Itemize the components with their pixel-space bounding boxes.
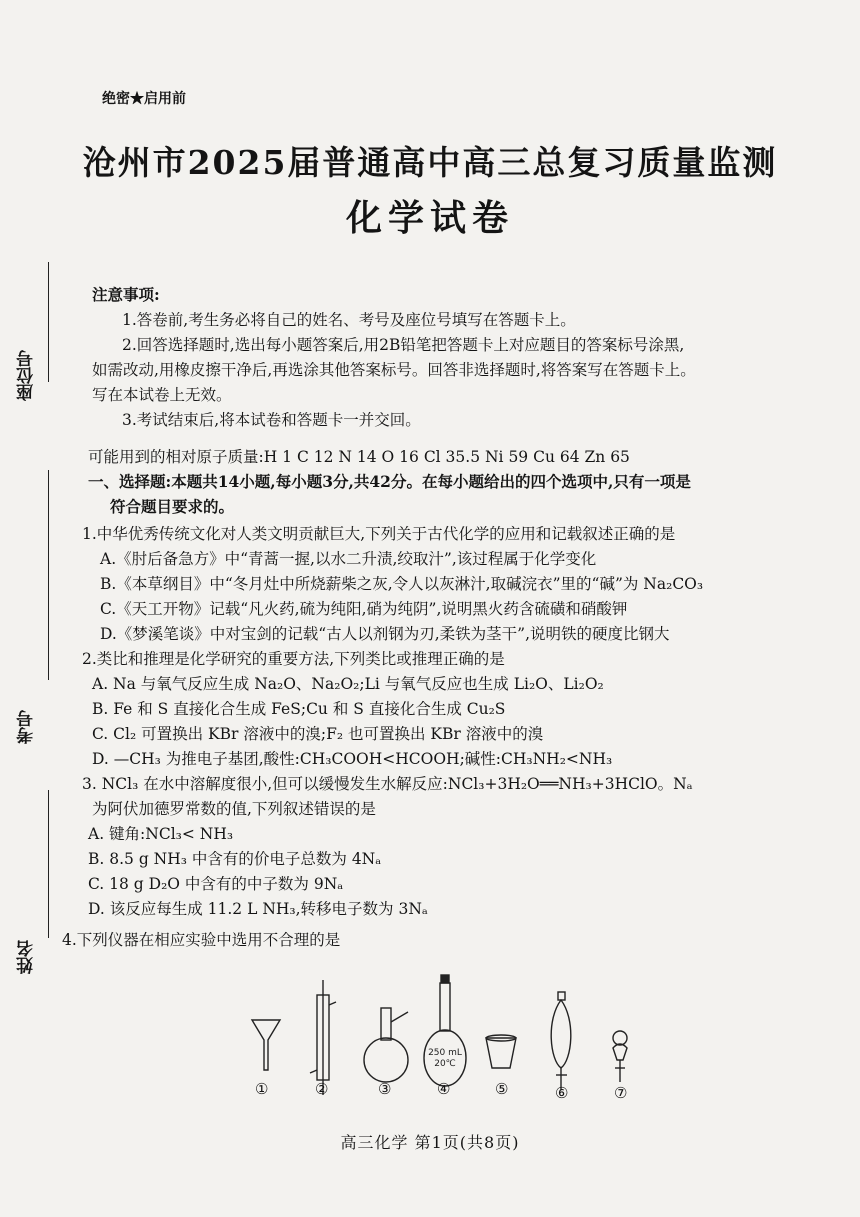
question-3-option-d: D. 该反应每生成 11.2 L NH₃,转移电子数为 3Nₐ — [88, 900, 428, 918]
notice-heading: 注意事项: — [92, 285, 160, 304]
question-1-stem: 1.中华优秀传统文化对人类文明贡献巨大,下列关于古代化学的应用和记载叙述正确的是 — [82, 525, 676, 543]
question-3-stem-cont: 为阿伏加德罗常数的值,下列叙述错误的是 — [92, 800, 376, 818]
dropping-funnel-icon — [613, 1031, 627, 1082]
apparatus-label-3: ③ — [378, 1080, 392, 1098]
question-2-option-d: D. —CH₃ 为推电子基团,酸性:CH₃COOH<HCOOH;碱性:CH₃NH₂<NH₃ — [92, 750, 613, 768]
question-3-option-c: C. 18 g D₂O 中含有的中子数为 9Nₐ — [88, 875, 344, 893]
page-footer: 高三化学 第1页(共8页) — [340, 1133, 520, 1152]
question-3-stem: 3. NCl₃ 在水中溶解度很小,但可以缓慢发生水解反应:NCl₃+3H₂O══NH₃+3HClO。Nₐ — [82, 775, 693, 793]
flask-temp-label: 20℃ — [434, 1059, 456, 1069]
section-heading: 一、选择题:本题共14小题,每小题3分,共42分。在每小题给出的四个选项中,只有一项是 — [88, 472, 691, 491]
atomic-mass-line: 可能用到的相对原子质量:H 1 C 12 N 14 O 16 Cl 35.5 Ni 59 Cu 64 Zn 65 — [88, 448, 630, 466]
notice-item: 2.回答选择题时,选出每小题答案后,用2B铅笔把答题卡上对应题目的答案标号涂黑, — [122, 336, 685, 354]
question-1-option-c: C.《天工开物》记载“凡火药,硫为纯阳,硝为纯阴”,说明黑火药含硫磺和硝酸钾 — [100, 600, 628, 618]
crucible-icon — [486, 1035, 516, 1068]
question-1-option-b: B.《本草纲目》中“冬月灶中所烧薪柴之灰,令人以灰淋汁,取碱浣衣”里的“碱”为 Na₂CO₃ — [100, 575, 704, 593]
condenser-icon — [310, 980, 336, 1095]
confidential-mark: 绝密★启用前 — [102, 91, 186, 107]
question-1-option-a: A.《肘后备急方》中“青蒿一握,以水二升渍,绞取汁”,该过程属于化学变化 — [100, 550, 597, 568]
section-heading-cont: 符合题目要求的。 — [110, 497, 235, 516]
question-3-option-b: B. 8.5 g NH₃ 中含有的价电子总数为 4Nₐ — [88, 850, 382, 868]
exam-number-line — [48, 470, 49, 680]
volumetric-flask-icon — [424, 975, 466, 1086]
question-2-option-b: B. Fe 和 S 直接化合生成 FeS;Cu 和 S 直接化合生成 Cu₂S — [92, 700, 506, 718]
apparatus-label-4: ④ — [437, 1080, 451, 1098]
flask-volume-label: 250 mL — [428, 1048, 462, 1058]
notice-item: 写在本试卷上无效。 — [92, 386, 232, 404]
funnel-icon — [252, 1020, 280, 1070]
separatory-funnel-icon — [551, 992, 571, 1090]
name-label: 姓名 — [17, 940, 37, 974]
question-2-option-c: C. Cl₂ 可置换出 KBr 溶液中的溴;F₂ 也可置换出 KBr 溶液中的溴 — [92, 725, 544, 743]
exam-title: 沧州市2025届普通高中高三总复习质量监测 — [82, 143, 778, 182]
apparatus-label-5: ⑤ — [495, 1080, 509, 1098]
question-2-option-a: A. Na 与氧气反应生成 Na₂O、Na₂O₂;Li 与氧气反应也生成 Li₂O、Li₂O₂ — [92, 675, 604, 693]
notice-item: 3.考试结束后,将本试卷和答题卡一并交回。 — [122, 411, 421, 429]
name-line — [48, 790, 49, 938]
apparatus-label-7: ⑦ — [614, 1084, 628, 1102]
subject-title: 化学试卷 — [345, 197, 514, 239]
seat-number-label: 座位号 — [17, 350, 37, 401]
notice-item: 1.答卷前,考生务必将自己的姓名、考号及座位号填写在答题卡上。 — [122, 311, 576, 329]
question-4-stem: 4.下列仪器在相应实验中选用不合理的是 — [62, 931, 341, 949]
question-2-stem: 2.类比和推理是化学研究的重要方法,下列类比或推理正确的是 — [82, 650, 505, 668]
apparatus-label-6: ⑥ — [555, 1084, 569, 1102]
exam-number-label: 考号 — [17, 710, 37, 744]
apparatus-label-1: ① — [255, 1080, 269, 1098]
question-3-option-a: A. 键角:NCl₃< NH₃ — [88, 825, 234, 843]
distillation-flask-icon — [364, 1008, 408, 1082]
apparatus-label-2: ② — [315, 1080, 329, 1098]
notice-item: 如需改动,用橡皮擦干净后,再选涂其他答案标号。回答非选择题时,将答案写在答题卡上。 — [92, 361, 696, 379]
question-1-option-d: D.《梦溪笔谈》中对宝剑的记载“古人以剂钢为刃,柔铁为茎干”,说明铁的硬度比钢大 — [100, 625, 670, 643]
seat-number-line — [48, 262, 49, 382]
